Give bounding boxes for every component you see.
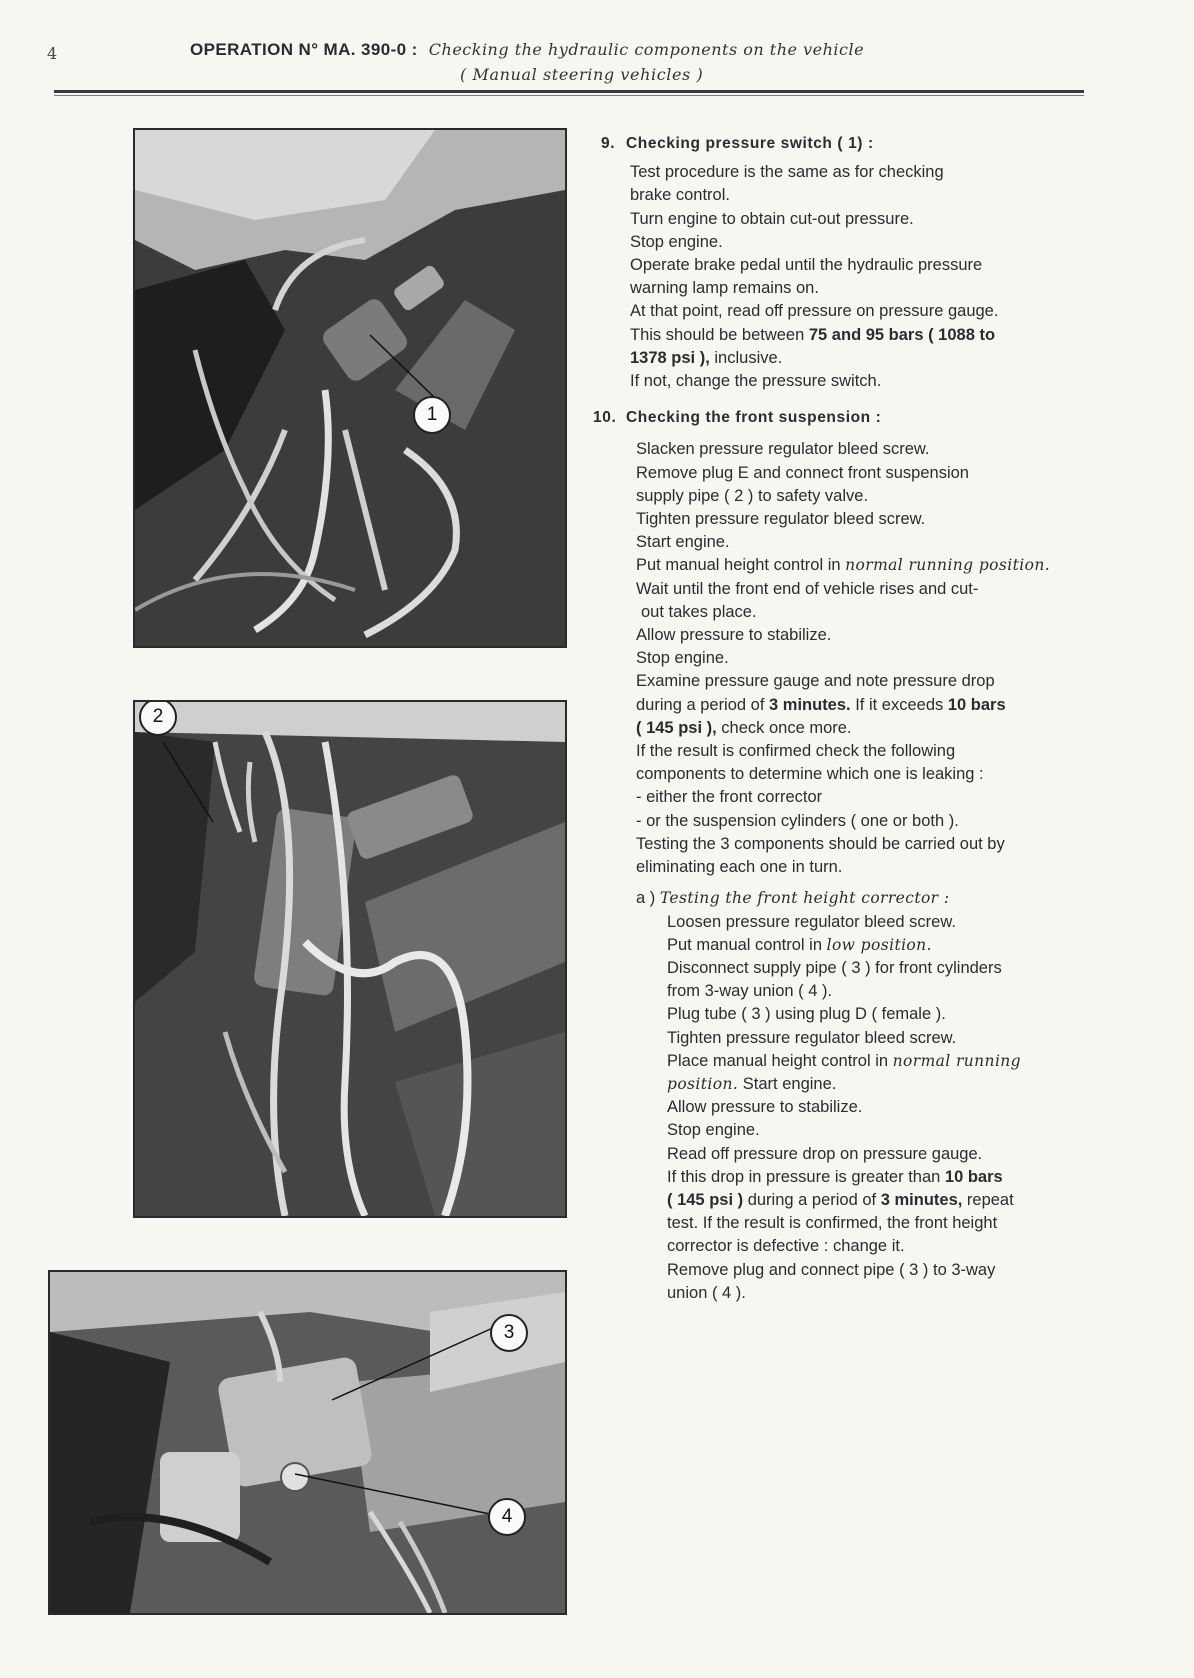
text-span: inclusive. <box>709 348 783 367</box>
callout-1: 1 <box>413 396 451 434</box>
text-line: Stop engine. <box>636 649 729 668</box>
section-10-body <box>636 438 1121 879</box>
text-line: corrector is defective : change it. <box>667 1237 905 1256</box>
text-span: Put manual height control in <box>636 556 846 575</box>
text-line: Read off pressure drop on pressure gauge. <box>667 1144 983 1163</box>
text-line <box>630 347 1121 370</box>
text-span: This should be between <box>630 325 809 344</box>
page-number: 4 <box>47 44 58 63</box>
operation-subtitle-line2: ( Manual steering vehicles ) <box>460 65 704 84</box>
text-line: warning lamp remains on. <box>630 279 819 298</box>
operation-number: OPERATION N° MA. 390-0 : <box>190 40 418 59</box>
position-term: position. <box>667 1074 739 1093</box>
text-line: from 3-way union ( 4 ). <box>667 982 833 1001</box>
section-10-number: 10. <box>593 409 617 427</box>
pressure-range: 75 and 95 bars ( 1088 to <box>808 325 996 344</box>
text-line: - or the suspension cylinders ( one or both ). <box>636 811 959 830</box>
instructions-column <box>593 132 1121 1305</box>
text-line: Tighten pressure regulator bleed screw. <box>636 510 926 529</box>
position-term: low position. <box>826 935 932 954</box>
subsection-a-body <box>667 911 1121 1305</box>
pressure-limit: 10 bars <box>944 1167 1003 1186</box>
text-line: Disconnect supply pipe ( 3 ) for front cylinders <box>667 958 1002 977</box>
text-span: If it exceeds <box>850 695 948 714</box>
duration: 3 minutes. <box>769 695 851 714</box>
text-line: brake control. <box>630 186 730 205</box>
text-line: Allow pressure to stabilize. <box>636 626 832 645</box>
position-term: normal running position. <box>845 556 1051 575</box>
section-10-heading <box>593 406 1121 429</box>
pressure-limit-psi: ( 145 psi ) <box>667 1190 744 1209</box>
text-line: Start engine. <box>636 533 730 552</box>
text-span: during a period of <box>636 695 770 714</box>
text-line: components to determine which one is leaking : <box>636 765 984 784</box>
subsection-a-title: Testing the front height corrector : <box>659 889 950 908</box>
position-term: normal running <box>892 1051 1022 1070</box>
text-line: eliminating each one in turn. <box>636 858 843 877</box>
text-line: Tighten pressure regulator bleed screw. <box>667 1028 957 1047</box>
photo-height-corrector <box>50 1272 565 1613</box>
header-rule-thin <box>54 95 1084 96</box>
text-line <box>667 1073 1121 1096</box>
text-span: repeat <box>962 1190 1014 1209</box>
photo-front-suspension <box>135 702 565 1216</box>
text-line: test. If the result is confirmed, the front height <box>667 1214 998 1233</box>
callout-2: 2 <box>139 700 177 736</box>
text-line: Allow pressure to stabilize. <box>667 1098 863 1117</box>
callout-4: 4 <box>488 1498 526 1536</box>
text-span: Place manual height control in <box>667 1051 893 1070</box>
text-line: supply pipe ( 2 ) to safety valve. <box>636 486 869 505</box>
text-line: Wait until the front end of vehicle rises and cut- <box>636 579 979 598</box>
section-9-heading <box>601 132 1121 155</box>
text-line <box>636 694 1121 717</box>
duration: 3 minutes, <box>880 1190 963 1209</box>
text-line: Loosen pressure regulator bleed screw. <box>667 912 956 931</box>
figure-front-suspension-supply <box>133 700 567 1218</box>
subsection-a-heading <box>636 887 1121 910</box>
figure-pressure-switch <box>133 128 567 648</box>
text-span: Start engine. <box>738 1074 837 1093</box>
text-line: Stop engine. <box>667 1121 760 1140</box>
text-line: - either the front corrector <box>636 788 823 807</box>
text-line: out takes place. <box>641 602 757 621</box>
section-10-title: Checking the front suspension : <box>626 409 882 427</box>
text-line: Remove plug and connect pipe ( 3 ) to 3-way <box>667 1260 996 1279</box>
text-line: If the result is confirmed check the following <box>636 742 956 761</box>
text-line: Remove plug E and connect front suspension <box>636 463 969 482</box>
text-line: If not, change the pressure switch. <box>630 372 882 391</box>
text-line: Test procedure is the same as for checking <box>630 163 944 182</box>
text-line: Slacken pressure regulator bleed screw. <box>636 440 930 459</box>
text-line: Turn engine to obtain cut-out pressure. <box>630 209 914 228</box>
text-line: Operate brake pedal until the hydraulic pressure <box>630 256 983 275</box>
section-9-number: 9. <box>601 135 616 152</box>
figure-height-corrector <box>48 1270 567 1615</box>
text-span: check once more. <box>716 718 852 737</box>
text-line <box>667 1050 1121 1073</box>
text-line: Testing the 3 components should be carried out by <box>636 834 1005 853</box>
text-span: If this drop in pressure is greater than <box>667 1167 945 1186</box>
text-line: At that point, read off pressure on pressure gauge. <box>630 302 999 321</box>
text-line <box>636 554 1121 577</box>
section-9-body <box>630 161 1121 393</box>
photo-pressure-switch <box>135 130 565 646</box>
pressure-range-psi: 1378 psi ), <box>630 348 710 367</box>
text-line: Plug tube ( 3 ) using plug D ( female ). <box>667 1005 946 1024</box>
header-rule <box>54 90 1084 93</box>
text-line: union ( 4 ). <box>667 1283 746 1302</box>
pressure-limit: 10 bars <box>947 695 1006 714</box>
text-line: Stop engine. <box>630 232 723 251</box>
text-line: Examine pressure gauge and note pressure drop <box>636 672 995 691</box>
subsection-a-label: a ) <box>636 889 656 908</box>
text-line <box>630 324 1121 347</box>
text-line <box>667 1166 1121 1189</box>
text-span: Put manual control in <box>667 935 827 954</box>
operation-subtitle: Checking the hydraulic components on the vehicle <box>428 40 865 59</box>
text-line <box>636 717 1121 740</box>
callout-3: 3 <box>490 1314 528 1352</box>
text-line <box>667 934 1121 957</box>
section-9-title: Checking pressure switch ( 1) : <box>626 135 874 152</box>
pressure-limit-psi: ( 145 psi ), <box>636 718 717 737</box>
page-header <box>190 40 1090 84</box>
text-line <box>667 1189 1121 1212</box>
text-span: during a period of <box>743 1190 881 1209</box>
